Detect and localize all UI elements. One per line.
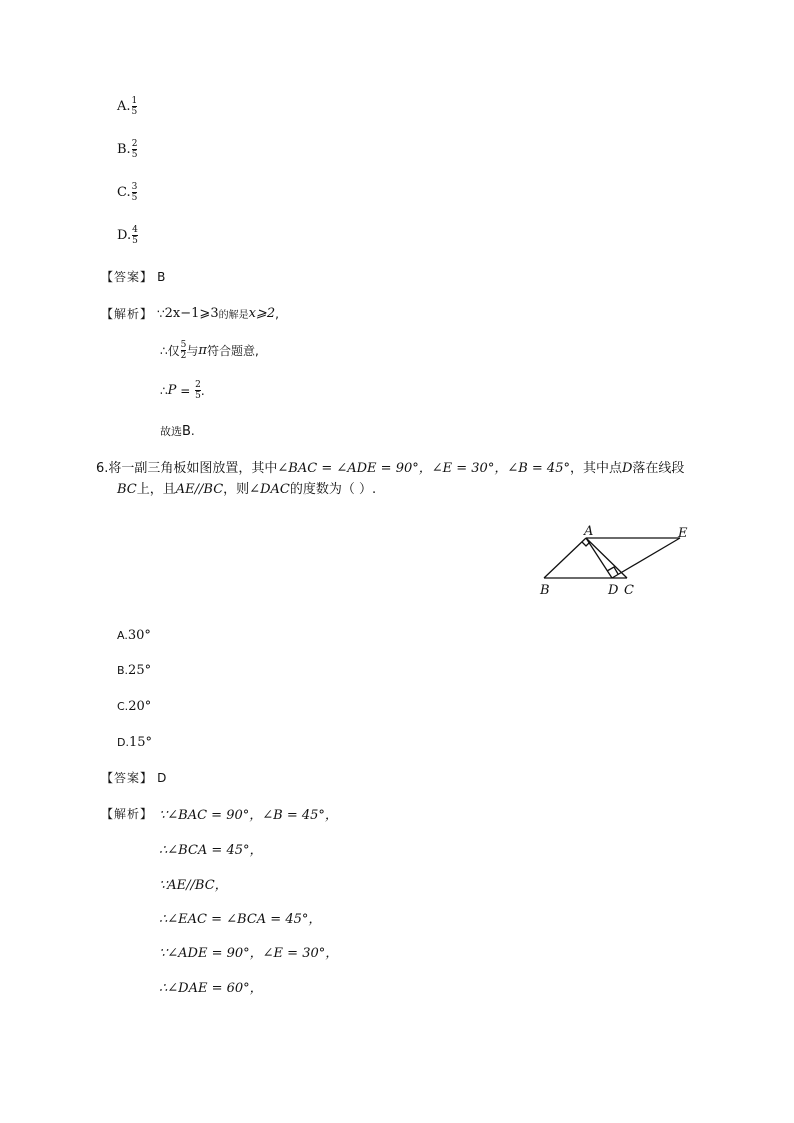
equals: =: [176, 383, 195, 398]
q5-option-b: [117, 139, 137, 160]
probability-p: P: [167, 383, 177, 398]
q6-analysis-line-5: ∵∠ADE = 90°，∠E = 30°，: [159, 946, 339, 961]
q6-option-c: [117, 699, 151, 714]
angle-conditions: ∠BAC = ∠ADE = 90°，∠E = 30°，∠B = 45°: [277, 461, 570, 476]
fraction-numerator: 2: [195, 380, 201, 390]
q5-answer: [101, 268, 165, 285]
solution: x⩾2: [248, 306, 276, 321]
fraction: [132, 225, 138, 246]
choice: B: [182, 423, 191, 439]
fraction-numerator: 3: [131, 182, 138, 192]
segment-de: [612, 538, 680, 578]
option-letter: C.: [117, 185, 131, 200]
therefore-text: ∴仅: [160, 344, 180, 358]
q6-stem-line-2: [117, 478, 376, 497]
fraction: [132, 139, 138, 160]
q6-analysis-line-1: ∵∠BAC = 90°，∠B = 45°，: [159, 808, 338, 823]
option-letter: B.: [117, 664, 129, 677]
segment-bc: BC: [117, 482, 137, 497]
therefore-symbol: ∴: [160, 383, 168, 398]
option-letter: D.: [117, 736, 129, 749]
fraction-numerator: 2: [131, 139, 138, 149]
option-letter: A.: [117, 99, 131, 114]
text: 的解是: [218, 310, 249, 321]
punct: ,: [275, 306, 279, 321]
fraction: [132, 182, 138, 203]
q5-analysis-line-1: [101, 305, 279, 322]
analysis-label: 【解析】: [101, 807, 154, 821]
fraction-numerator: 5: [180, 340, 187, 350]
label-d: D: [608, 583, 619, 598]
fraction-denominator: 5: [131, 107, 138, 117]
q5-analysis-line-4: [160, 423, 195, 439]
answer-value: D: [157, 771, 167, 785]
because-symbol: ∵: [157, 306, 165, 321]
fraction-denominator: 5: [131, 193, 138, 203]
text: 上，且: [136, 482, 176, 497]
fraction: [132, 96, 138, 117]
q6-analysis-line-6: ∴∠DAE = 60°，: [159, 981, 263, 996]
analysis-label: 【解析】: [101, 307, 154, 321]
fraction-numerator: 4: [132, 225, 138, 235]
q6-analysis-line-3: ∵AE//BC，: [159, 878, 228, 893]
q6-answer: [101, 769, 166, 786]
q5-analysis-line-2: [160, 340, 259, 361]
right-angle-mark-a: [582, 542, 590, 546]
answer-label: 【答案】: [101, 270, 154, 284]
text: 6.将一副三角板如图放置，其中: [96, 461, 278, 476]
text: 落在线段: [632, 461, 685, 476]
text: 的度数为（ ）.: [289, 482, 377, 497]
angle-dac: ∠DAC: [249, 482, 290, 497]
triangle-figure: [530, 520, 700, 600]
punct: .: [200, 383, 205, 398]
option-letter: C.: [117, 700, 129, 713]
q5-option-c: [117, 182, 137, 203]
answer-value: B: [157, 270, 166, 284]
label-b: B: [540, 583, 550, 598]
q6-stem-line-1: [96, 457, 684, 476]
label-e: E: [678, 526, 688, 541]
fraction-denominator: 2: [180, 351, 187, 361]
fraction-denominator: 5: [131, 150, 138, 160]
fraction-denominator: 5: [195, 391, 201, 401]
segment-ad: [586, 538, 612, 578]
label-a: A: [584, 524, 594, 539]
punct: .: [190, 424, 195, 438]
q5-analysis-line-3: [160, 380, 205, 401]
segment-ac: [586, 538, 627, 578]
option-value: 25°: [128, 663, 152, 678]
inequality: 2x−1⩾3: [164, 306, 219, 321]
q6-analysis-line-4: ∴∠EAC = ∠BCA = 45°，: [159, 912, 322, 927]
text: ，其中点: [569, 461, 622, 476]
q6-option-b: [117, 663, 151, 678]
fraction-numerator: 1: [131, 96, 138, 106]
q5-option-a: [117, 96, 137, 117]
label-c: C: [624, 583, 634, 598]
q5-option-d: [117, 225, 138, 246]
text: 符合题意,: [206, 344, 259, 358]
segment-ab: [544, 538, 586, 578]
fraction-denominator: 5: [132, 236, 138, 246]
answer-label: 【答案】: [101, 771, 154, 785]
parallel: AE//BC: [175, 482, 224, 497]
option-letter: A.: [117, 629, 128, 642]
option-value: 15°: [128, 735, 153, 750]
option-letter: D.: [117, 228, 132, 243]
q6-analysis-line-2: ∴∠BCA = 45°，: [159, 843, 263, 858]
pi-symbol: π: [198, 343, 207, 358]
point-d: D: [621, 461, 633, 476]
q6-option-d: [117, 735, 152, 750]
option-value: 20°: [128, 699, 152, 714]
q6-option-a: [117, 628, 151, 643]
option-value: 30°: [127, 628, 151, 643]
text: 故选: [160, 425, 182, 438]
text: ，则: [223, 482, 250, 497]
q6-analysis-label-row: [101, 805, 153, 822]
option-letter: B.: [117, 142, 131, 157]
text: 与: [186, 344, 199, 358]
